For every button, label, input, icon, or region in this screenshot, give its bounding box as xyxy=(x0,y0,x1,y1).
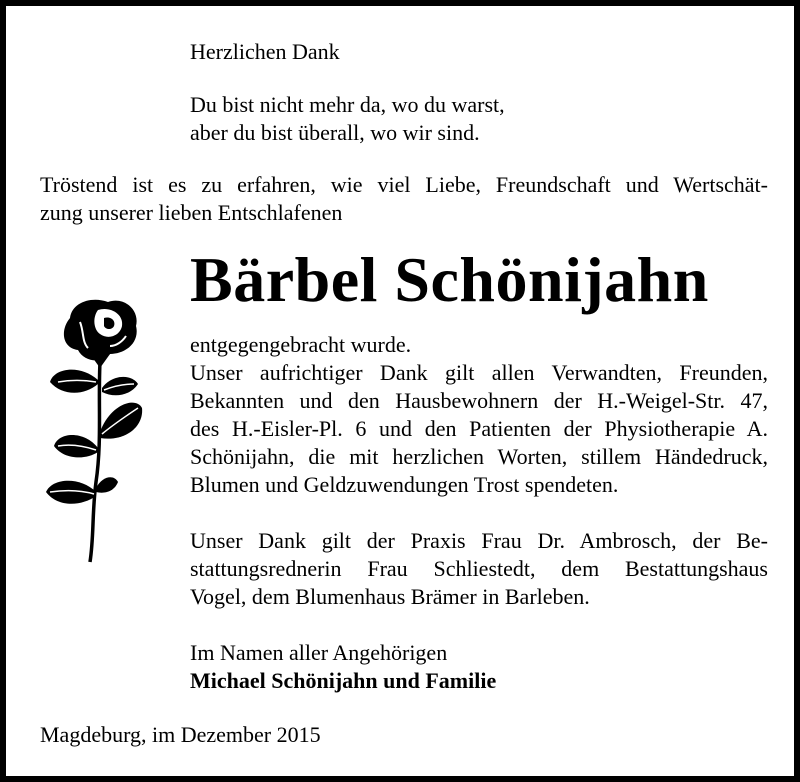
intro-line-1: Tröstend ist es zu erfahren, wie viel Liebe, Freundschaft und Wertschät- xyxy=(40,172,768,197)
signature: Michael Schönijahn und Familie xyxy=(190,668,497,693)
body-p1-line-5: Schönijahn, die mit herzlichen Worten, stillem Händedruck, xyxy=(190,444,768,469)
body-p1-line-2: Unser aufrichtiger Dank gilt allen Verwandten, Freunden, xyxy=(190,360,768,385)
poem-line-1: Du bist nicht mehr da, wo du warst, xyxy=(190,92,505,117)
body-p1-line-1: entgegengebracht wurde. xyxy=(190,332,412,357)
signoff: Im Namen aller Angehörigen xyxy=(190,640,448,665)
body-p2-line-3: Vogel, dem Blumenhaus Brämer in Barleben. xyxy=(190,584,590,609)
notice-heading: Herzlichen Dank xyxy=(190,39,340,64)
body-p1-line-4: des H.-Eisler-Pl. 6 und den Patienten der Physiotherapie A. xyxy=(190,416,768,441)
body-p2-line-2: stattungsrednerin Frau Schliestedt, dem Bestattungshaus xyxy=(190,556,768,581)
rose-icon xyxy=(40,292,150,566)
deceased-name: Bärbel Schönijahn xyxy=(190,244,709,315)
body-p2-line-1: Unser Dank gilt der Praxis Frau Dr. Ambrosch, der Be- xyxy=(190,528,768,553)
body-p1-line-6: Blumen und Geldzuwendungen Trost spendeten. xyxy=(190,472,619,497)
intro-line-2: zung unserer lieben Entschlafenen xyxy=(40,200,343,225)
poem-line-2: aber du bist überall, wo wir sind. xyxy=(190,120,480,145)
body-p1-line-3: Bekannten und den Hausbewohnern der H.-Weigel-Str. 47, xyxy=(190,388,768,413)
place-date: Magdeburg, im Dezember 2015 xyxy=(40,722,321,747)
